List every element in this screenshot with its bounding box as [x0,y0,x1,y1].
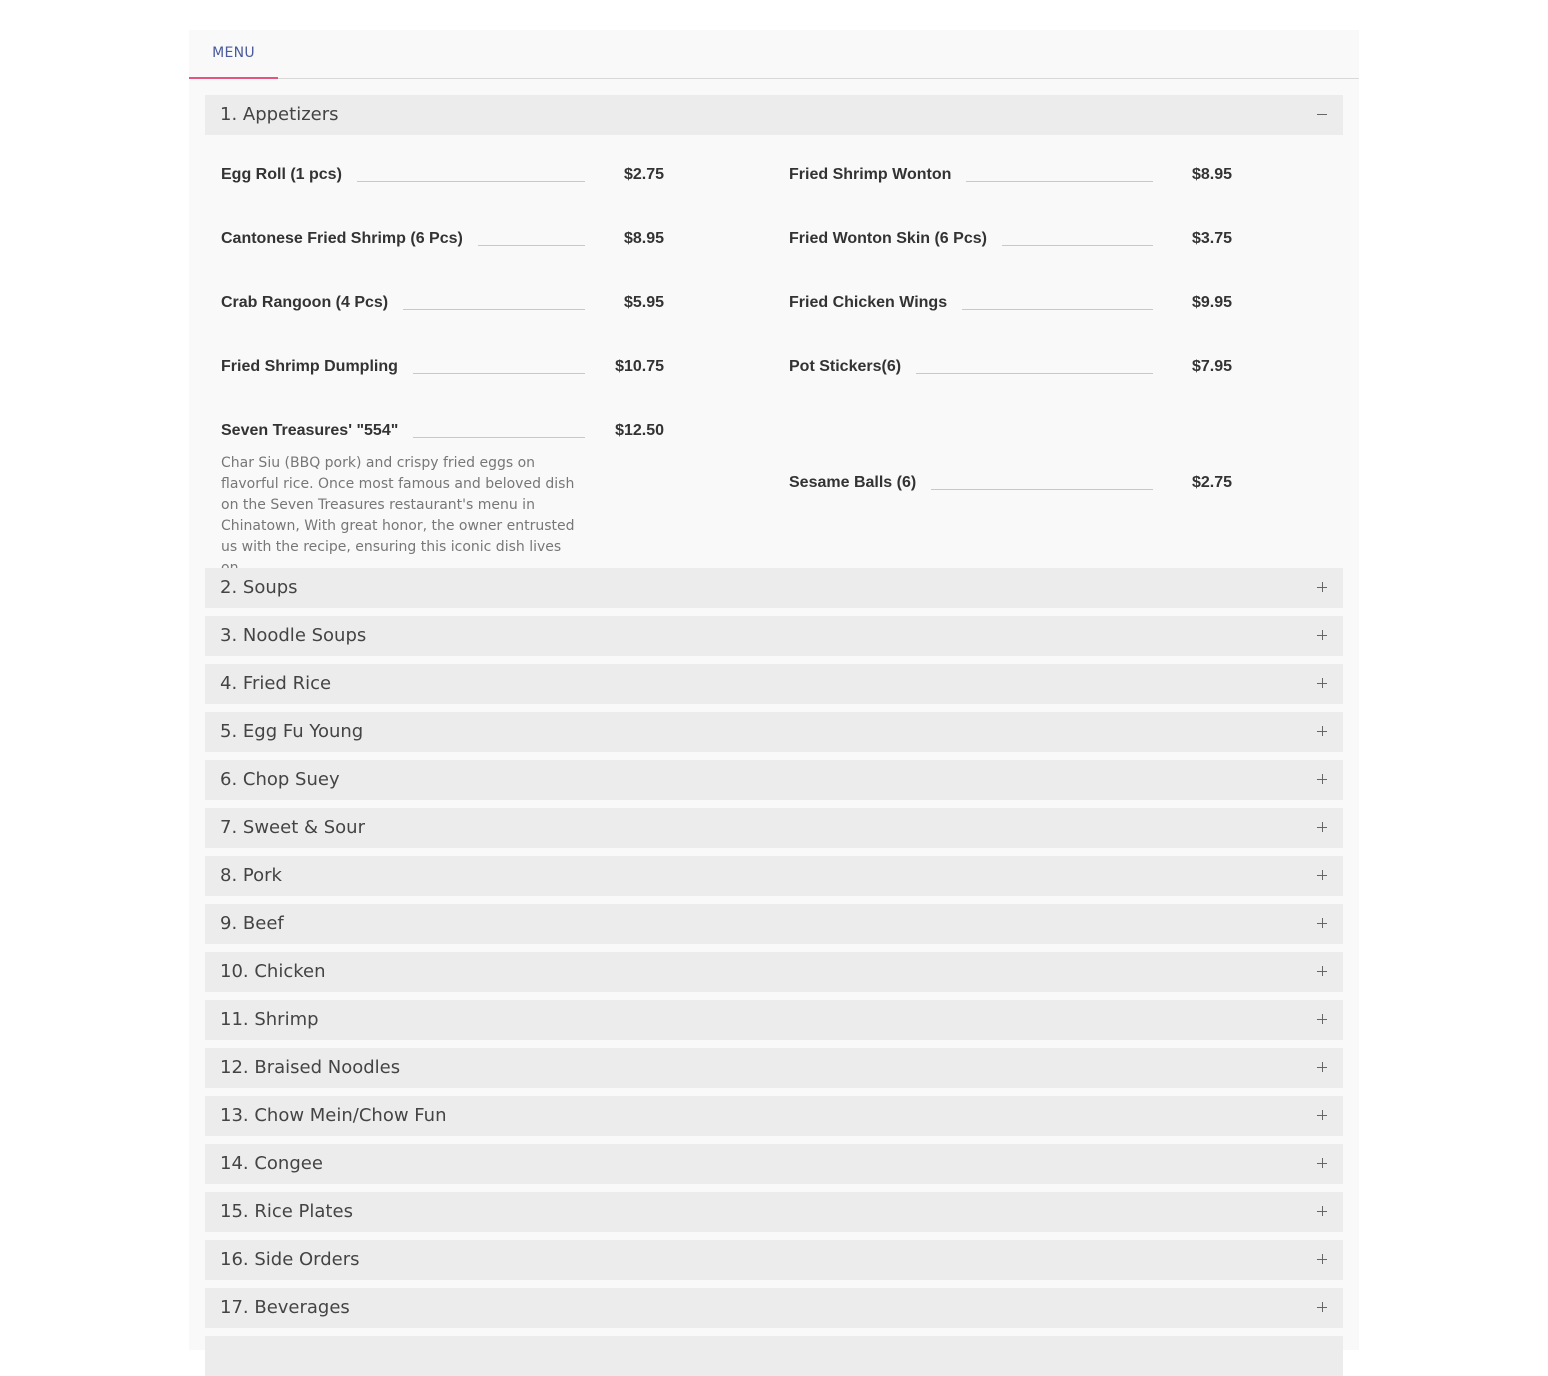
plus-icon[interactable] [1315,964,1329,978]
item-name: Pot Stickers(6) [789,357,916,377]
section-title: 13. Chow Mein/Chow Fun [220,1105,447,1126]
item-name: Fried Shrimp Dumpling [221,357,413,377]
plus-icon[interactable] [1315,772,1329,786]
plus-icon[interactable] [1315,820,1329,834]
section-header-side-orders[interactable] [205,1240,1343,1280]
section-header-shrimp[interactable] [205,1000,1343,1040]
section-header-fried-rice[interactable] [205,664,1343,704]
section-header-beef[interactable] [205,904,1343,944]
menu-item [789,229,1232,259]
item-price: $8.95 [1191,166,1232,183]
menu-item [221,229,664,259]
section-title: 10. Chicken [220,961,326,982]
section-title: 11. Shrimp [220,1009,319,1030]
section-header-rice-plates[interactable] [205,1192,1343,1232]
plus-icon[interactable] [1315,1012,1329,1026]
section-title: 6. Chop Suey [220,769,340,790]
menu-item [789,473,1232,503]
section-title: 15. Rice Plates [220,1201,353,1222]
item-price: $12.50 [615,422,664,439]
plus-icon[interactable] [1315,1108,1329,1122]
section-header-chicken[interactable] [205,952,1343,992]
item-name: Fried Shrimp Wonton [789,165,966,185]
plus-icon[interactable] [1315,580,1329,594]
section-header-chop-suey[interactable] [205,760,1343,800]
item-price: $2.75 [623,166,664,183]
plus-icon[interactable] [1315,868,1329,882]
item-price: $5.95 [623,294,664,311]
menu-item [221,293,664,323]
section-title: 12. Braised Noodles [220,1057,401,1078]
plus-icon[interactable] [1315,916,1329,930]
menu-item [221,421,664,561]
section-title: 3. Noodle Soups [220,625,367,646]
item-price: $3.75 [1191,230,1232,247]
section-title: 9. Beef [220,913,284,934]
item-name: Crab Rangoon (4 Pcs) [221,293,403,313]
section-title: 7. Sweet & Sour [220,817,365,838]
menu-accordion [205,95,1343,1376]
section-title: 17. Beverages [220,1297,350,1318]
section-title: 4. Fried Rice [220,673,332,694]
tab-menu[interactable]: MENU [189,30,278,79]
plus-icon[interactable] [1315,676,1329,690]
item-price: $8.95 [623,230,664,247]
section-header-pork[interactable] [205,856,1343,896]
section-header-sweet-sour[interactable] [205,808,1343,848]
section-title: 1. Appetizers [220,104,339,125]
plus-icon[interactable] [1315,1156,1329,1170]
section-header-appetizers[interactable] [205,95,1343,135]
plus-icon[interactable] [1315,724,1329,738]
section-header-next[interactable] [205,1336,1343,1376]
tab-bar [189,30,1359,79]
plus-icon[interactable] [1315,1060,1329,1074]
item-name: Fried Wonton Skin (6 Pcs) [789,229,1002,249]
item-name: Fried Chicken Wings [789,293,962,313]
section-header-soups[interactable] [205,568,1343,608]
item-name: Egg Roll (1 pcs) [221,165,357,185]
section-header-chow-mein[interactable] [205,1096,1343,1136]
plus-icon[interactable] [1315,1252,1329,1266]
plus-icon[interactable] [1315,1204,1329,1218]
section-title: 2. Soups [220,577,298,598]
item-name: Seven Treasures' "554" [221,421,413,441]
section-title: 14. Congee [220,1153,323,1174]
section-title: 5. Egg Fu Young [220,721,364,742]
item-price: $2.75 [1191,474,1232,491]
menu-item [789,293,1232,323]
section-header-braised-noodles[interactable] [205,1048,1343,1088]
menu-panel [189,30,1359,1350]
plus-icon[interactable] [1315,1300,1329,1314]
item-description: Char Siu (BBQ pork) and crispy fried eggs on flavorful rice. Once most famous and beloved dish on the Seven Treasures restaurant's menu in Chinatown, With great honor, the owner entrusted us with the recipe, ensuring this iconic dish lives [221,455,575,555]
menu-item [789,165,1232,195]
item-price: $7.95 [1191,358,1232,375]
minus-icon[interactable] [1315,107,1329,121]
section-title: 16. Side Orders [220,1249,360,1270]
plus-icon[interactable] [1315,628,1329,642]
item-price: $9.95 [1191,294,1232,311]
section-header-beverages[interactable] [205,1288,1343,1328]
section-title: 8. Pork [220,865,282,886]
section-header-congee[interactable] [205,1144,1343,1184]
item-name: Cantonese Fried Shrimp (6 Pcs) [221,229,478,249]
item-price: $10.75 [615,358,664,375]
menu-item [221,357,664,387]
section-header-noodle-soups[interactable] [205,616,1343,656]
item-name: Sesame Balls (6) [789,473,931,493]
menu-item [221,165,664,195]
section-body-appetizers [205,135,1343,568]
section-header-egg-fu-young[interactable] [205,712,1343,752]
menu-item [789,357,1232,387]
